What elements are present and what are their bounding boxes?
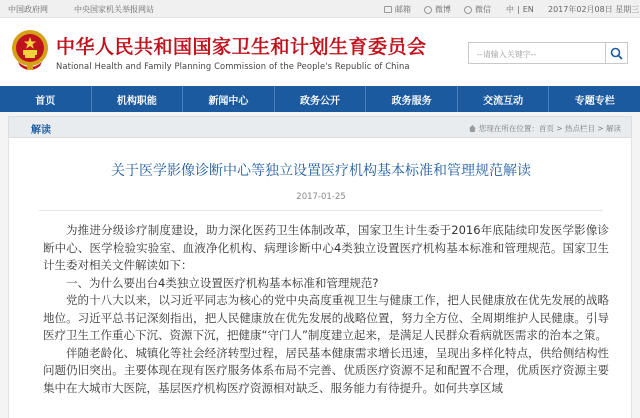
national-emblem-icon[interactable] <box>10 28 50 72</box>
mail-icon <box>384 6 392 13</box>
nav-item-interaction[interactable]: 交流互动 <box>458 86 550 112</box>
nav-item-topics[interactable]: 专题专栏 <box>574 95 615 107</box>
title-divider <box>39 210 603 211</box>
article-heading: 一、为什么要出台4类独立设置医疗机构基本标准和管理规范? <box>66 275 379 290</box>
article-date: 2017-01-25 <box>296 192 346 202</box>
site-title[interactable]: 中华人民共和国国家卫生和计划生育委员会 <box>56 36 427 58</box>
mail-link[interactable]: 邮箱 <box>384 4 411 15</box>
breadcrumb-path <box>469 123 621 134</box>
article-paragraph: 伴随老龄化、城镇化等社会经济转型过程，居民基本健康需求增长迅速，呈现出多样化特点，供给侧结构性问题仍旧突出。主要体现在现有医疗服务体系布局不完善、优质医疗资源不足和配置不合理，优质医疗资源主要集中在大城市大医院，基层医疗机构医疗资源相对缺乏、服务能力有待提升。如何共享区域 <box>43 345 609 395</box>
home-icon <box>469 125 476 132</box>
content-panel <box>8 138 632 418</box>
wechat-icon <box>464 6 472 14</box>
gov-site-link[interactable]: 中国政府网 <box>8 5 48 14</box>
nav-item-news[interactable]: 新闻中心 <box>183 86 275 112</box>
nav-item-services[interactable]: 政务服务 <box>366 86 458 112</box>
nav-item-home[interactable]: 首页 <box>0 86 92 112</box>
top-utility-bar <box>0 0 640 18</box>
weibo-link[interactable]: 微博 <box>424 4 451 15</box>
wechat-link[interactable]: 微信 <box>464 4 491 15</box>
weibo-icon <box>424 6 432 14</box>
language-switch <box>506 4 534 15</box>
main-nav <box>0 86 640 112</box>
article-paragraph: 为推进分级诊疗制度建设，助力深化医药卫生体制改革，国家卫生计生委于2016年底陆续印发医学影像诊断中心、医学检验实验室、血液净化机构、病理诊断中心4类独立设置医疗机构基本标准和管理规范。国家卫生计生委对相关文件解读如下： <box>43 223 609 272</box>
lang-en-link[interactable]: EN <box>522 5 534 14</box>
nav-item-functions[interactable]: 机构职能 <box>92 86 184 112</box>
search-icon <box>610 47 623 60</box>
breadcrumb-path-text[interactable]: 您现在所在位置：首页 > 热点栏目 > 解读 <box>478 124 621 133</box>
article-body <box>43 222 609 397</box>
site-header <box>0 18 640 86</box>
current-date: 2017年02月08日 星期三 <box>548 5 640 14</box>
article-paragraph: 党的十八大以来，以习近平同志为核心的党中央高度重视卫生与健康工作，把人民健康放在优先发展的战略地位。习近平总书记深刻指出，把人民健康放在优先发展的战略位置，努力全方位、全周期维护人民健康。引导医疗卫生工作重心下沉、资源下沉，把健康“守门人”制度建立起来，是满足人民群众看病就医需求的治本之策。 <box>43 293 609 342</box>
lang-cn-link[interactable]: 中 <box>506 5 514 14</box>
search-button[interactable] <box>606 42 628 64</box>
breadcrumb <box>8 116 632 138</box>
nav-item-disclosure[interactable]: 政务公开 <box>275 86 367 112</box>
lang-separator: | <box>517 5 520 14</box>
search-input[interactable]: --请输入关键字-- <box>468 42 606 64</box>
section-title: 解读 <box>31 125 51 136</box>
site-subtitle: National Health and Family Planning Commission of the People's Republic of China <box>56 61 410 71</box>
article-title: 关于医学影像诊断中心等独立设置医疗机构基本标准和管理规范解读 <box>111 163 531 179</box>
central-report-link[interactable]: 中央国家机关举报网站 <box>74 5 154 14</box>
